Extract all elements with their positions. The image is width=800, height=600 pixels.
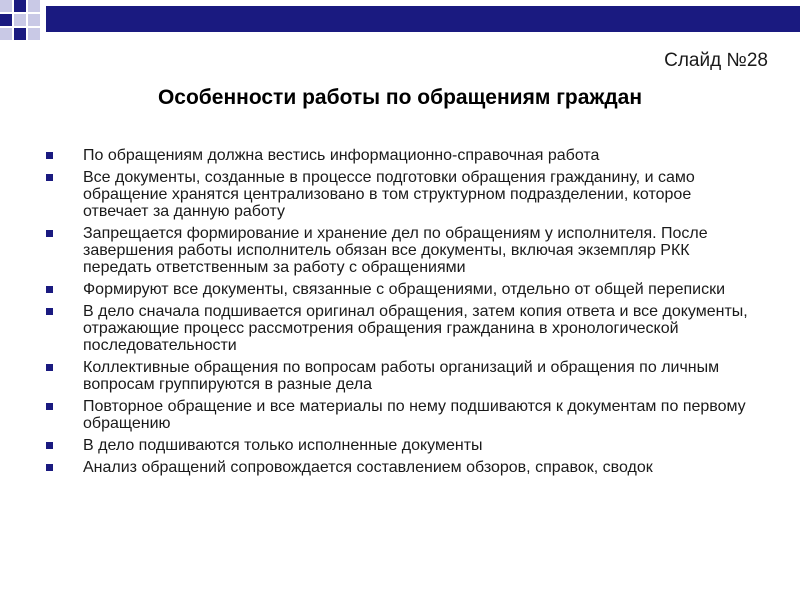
bullet-item: [46, 359, 756, 393]
deco-square-light: [14, 14, 26, 26]
bullet-text: Формируют все документы, связанные с обращениями, отдельно от общей переписки: [83, 281, 726, 298]
deco-square-light: [0, 0, 12, 12]
bullet-item: [46, 303, 756, 354]
bullet-item: [46, 437, 756, 454]
square-bullet-icon: [46, 230, 53, 237]
slide-title: Особенности работы по обращениям граждан: [157, 86, 643, 109]
deco-square-light: [28, 14, 40, 26]
slide-number: Слайд №28: [664, 50, 768, 71]
bullet-item: [46, 147, 756, 164]
square-bullet-icon: [46, 464, 53, 471]
deco-square-accent: [14, 28, 26, 40]
square-bullet-icon: [46, 286, 53, 293]
bullet-text: Повторное обращение и все материалы по нему подшиваются к документам по первому обращению: [83, 398, 746, 432]
bullet-item: [46, 398, 756, 432]
bullet-text: Запрещается формирование и хранение дел по обращениям у исполнителя. После завершения работы исполнитель обязан все документы, включая экземпляр РКК передать ответственным за работу с обращениями: [83, 225, 708, 276]
bullet-text: Коллективные обращения по вопросам работы организаций и обращения по личным вопросам группируются в разные дела: [83, 359, 720, 393]
header-decoration: [0, 0, 800, 50]
deco-square-accent: [0, 14, 12, 26]
square-bullet-icon: [46, 174, 53, 181]
bullet-list: [46, 147, 756, 481]
bullet-text: В дело подшиваются только исполненные документы: [83, 437, 483, 454]
square-bullet-icon: [46, 308, 53, 315]
square-bullet-icon: [46, 152, 53, 159]
bullet-item: [46, 169, 756, 220]
deco-square-light: [0, 28, 12, 40]
square-bullet-icon: [46, 403, 53, 410]
deco-square-light: [28, 28, 40, 40]
deco-square-accent: [14, 0, 26, 12]
bullet-text: Все документы, созданные в процессе подготовки обращения гражданину, и само обращение хранятся централизовано в том структурном подразделении, которое отвечает за данную работу: [83, 169, 695, 220]
bullet-item: [46, 225, 756, 276]
deco-band: [46, 6, 800, 32]
bullet-text: В дело сначала подшивается оригинал обращения, затем копия ответа и все документы, отражающие процесс рассмотрения обращения гражданина в хронологической последовательности: [83, 303, 748, 354]
bullet-text: По обращениям должна вестись информационно-справочная работа: [83, 147, 600, 164]
bullet-item: [46, 281, 756, 298]
deco-square-light: [28, 0, 40, 12]
square-bullet-icon: [46, 364, 53, 371]
bullet-item: [46, 459, 756, 476]
square-bullet-icon: [46, 442, 53, 449]
bullet-text: Анализ обращений сопровождается составлением обзоров, справок, сводок: [83, 459, 653, 476]
